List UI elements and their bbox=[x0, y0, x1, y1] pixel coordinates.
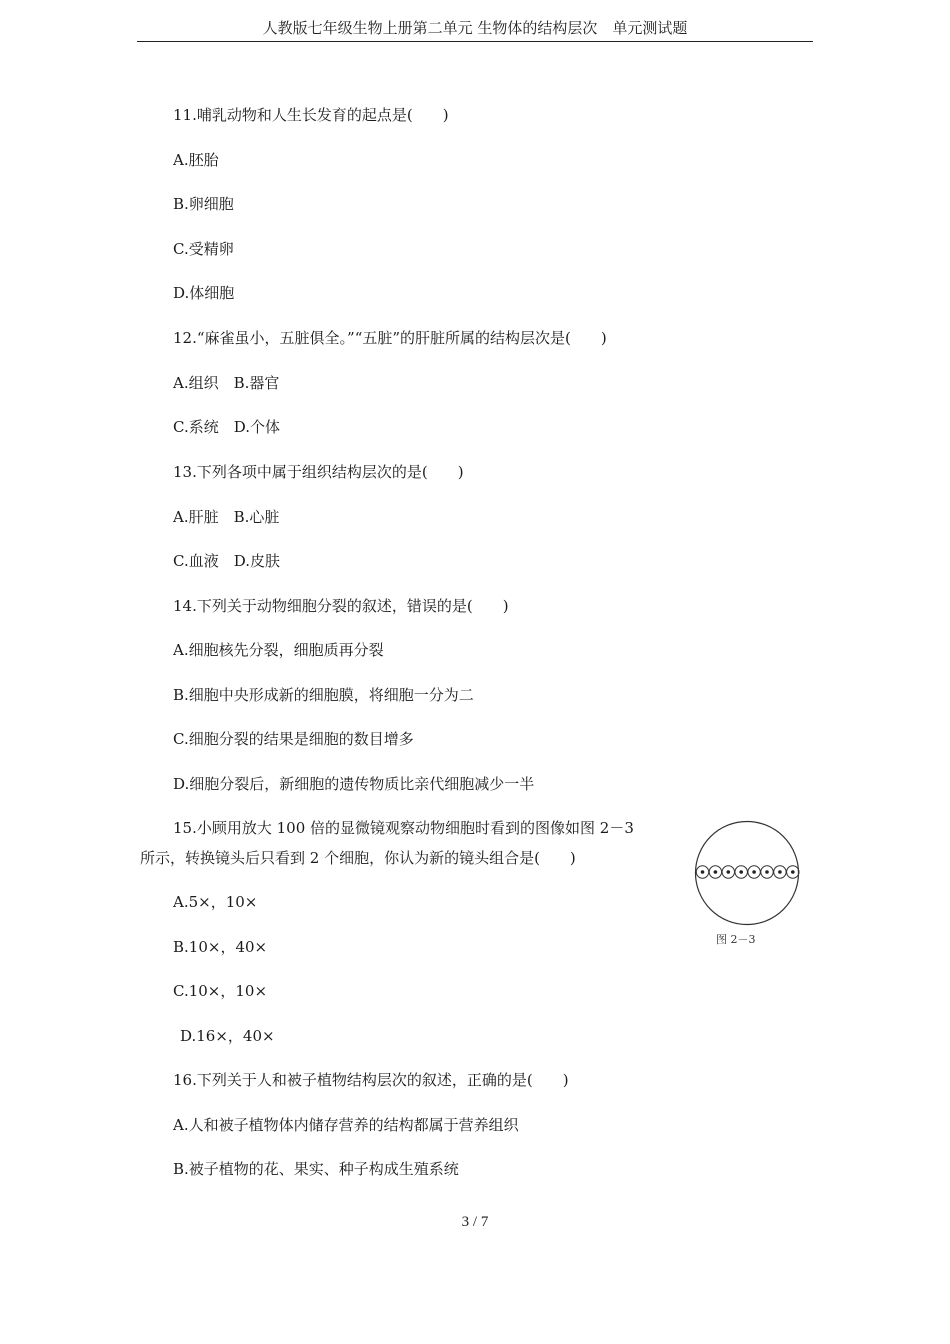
question-16-option-b: B.被子植物的花、果实、种子构成生殖系统 bbox=[173, 1160, 459, 1178]
question-14-option-d: D.细胞分裂后，新细胞的遗传物质比亲代细胞减少一半 bbox=[173, 775, 535, 793]
cell-nucleus bbox=[701, 870, 705, 874]
question-13-options-cd: C.血液 D.皮肤 bbox=[173, 552, 280, 570]
question-13-stem: 13.下列各项中属于组织结构层次的是( ) bbox=[173, 463, 464, 481]
cell-nucleus bbox=[714, 870, 718, 874]
question-16-stem: 16.下列关于人和被子植物结构层次的叙述，正确的是( ) bbox=[173, 1071, 569, 1089]
question-15-option-b: B.10×，40× bbox=[173, 938, 268, 956]
question-15-stem-line1: 15.小顾用放大 100 倍的显微镜观察动物细胞时看到的图像如图 2－3 bbox=[173, 819, 634, 837]
cell-nucleus bbox=[765, 870, 769, 874]
question-13-options-ab: A.肝脏 B.心脏 bbox=[173, 508, 280, 526]
question-15-option-c: C.10×，10× bbox=[173, 982, 268, 1000]
question-11-option-b: B.卵细胞 bbox=[173, 195, 234, 213]
cell-nucleus bbox=[739, 870, 743, 874]
question-15-stem-line2: 所示，转换镜头后只看到 2 个细胞，你认为新的镜头组合是( ) bbox=[140, 849, 576, 867]
question-12-stem: 12.“麻雀虽小，五脏俱全。”“五脏”的肝脏所属的结构层次是( ) bbox=[173, 329, 607, 347]
question-14-stem: 14.下列关于动物细胞分裂的叙述，错误的是( ) bbox=[173, 597, 509, 615]
page-number: 3 / 7 bbox=[461, 1214, 489, 1230]
question-11-option-c: C.受精卵 bbox=[173, 240, 234, 258]
question-14-option-b: B.细胞中央形成新的细胞膜，将细胞一分为二 bbox=[173, 686, 474, 704]
question-15-option-d: D.16×，40× bbox=[180, 1027, 275, 1045]
question-14-option-a: A.细胞核先分裂，细胞质再分裂 bbox=[173, 641, 384, 659]
cell-nucleus bbox=[752, 870, 756, 874]
question-12-options-cd: C.系统 D.个体 bbox=[173, 418, 280, 436]
question-11-option-d: D.体细胞 bbox=[173, 284, 235, 302]
figure-caption: 图 2－3 bbox=[716, 933, 756, 946]
header-rule bbox=[137, 41, 813, 42]
question-14-option-c: C.细胞分裂的结果是细胞的数目增多 bbox=[173, 730, 414, 748]
cell-nucleus bbox=[791, 870, 795, 874]
cell-nucleus bbox=[727, 870, 731, 874]
question-15-option-a: A.5×，10× bbox=[173, 893, 258, 911]
microscope-field-figure bbox=[694, 820, 800, 926]
question-11-option-a: A.胚胎 bbox=[173, 151, 219, 169]
cell-nucleus bbox=[778, 870, 782, 874]
question-11-stem: 11.哺乳动物和人生长发育的起点是( ) bbox=[173, 106, 449, 124]
microscope-field-of-view bbox=[694, 820, 800, 926]
page-header-title: 人教版七年级生物上册第二单元 生物体的结构层次 单元测试题 bbox=[262, 19, 688, 37]
question-16-option-a: A.人和被子植物体内储存营养的结构都属于营养组织 bbox=[173, 1116, 519, 1134]
question-12-options-ab: A.组织 B.器官 bbox=[173, 374, 280, 392]
